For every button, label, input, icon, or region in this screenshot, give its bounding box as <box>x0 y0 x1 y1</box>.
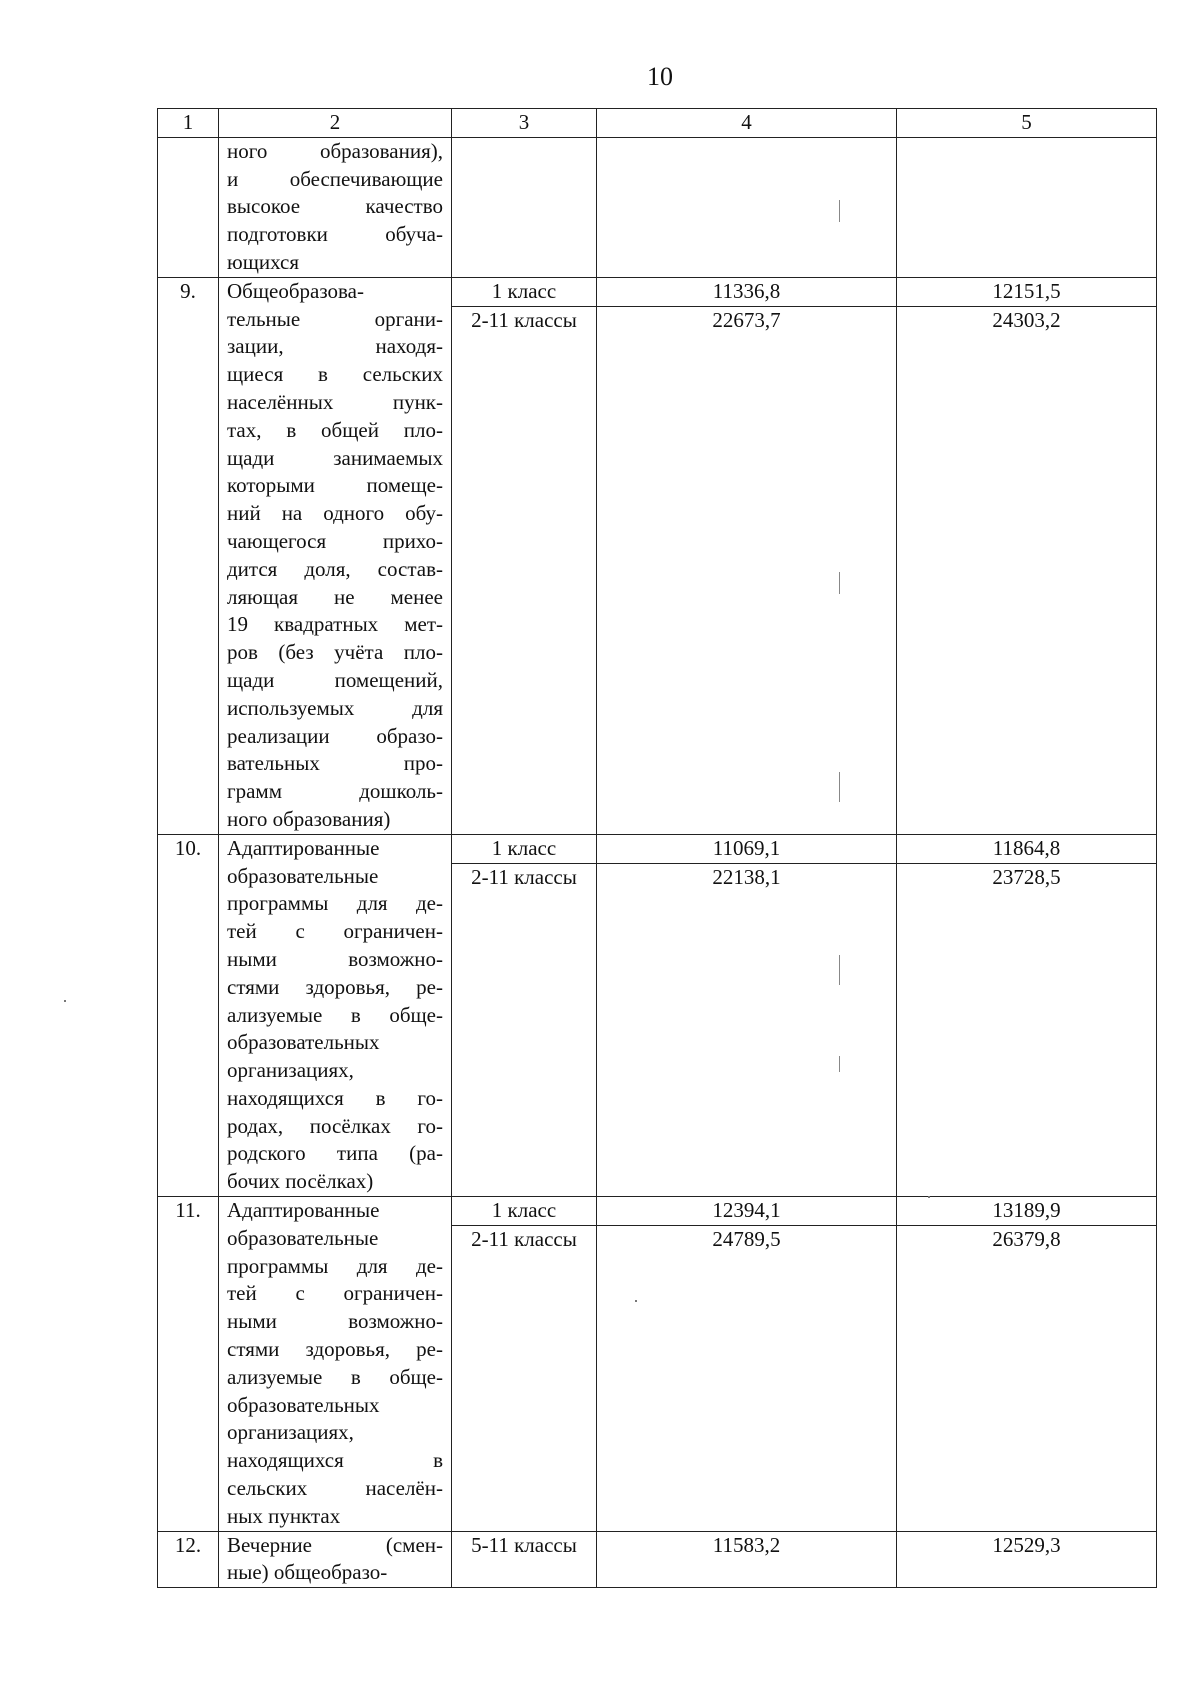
row-number: 11. <box>158 1197 219 1532</box>
description-line: Адаптированные <box>227 1198 380 1223</box>
row-description <box>219 834 452 1196</box>
class-cell: 1 класс <box>452 277 597 306</box>
description-line: тей с ограничен- <box>227 1281 443 1306</box>
value-col-4 <box>597 137 897 277</box>
description-line: населённых пунк- <box>227 389 443 414</box>
description-line: образовательных <box>227 1030 380 1055</box>
value-col-5: 12529,3 <box>897 1531 1157 1588</box>
table-row <box>158 137 1157 277</box>
header-col-1: 1 <box>158 109 219 138</box>
value-col-4: 11583,2 <box>597 1531 897 1588</box>
description-line: Вечерние (смен- <box>227 1532 443 1557</box>
value-col-4: 11336,8 <box>597 277 897 306</box>
description-line: организациях, <box>227 1420 354 1445</box>
header-col-5: 5 <box>897 109 1157 138</box>
description-line: высокое качество <box>227 194 443 219</box>
description-line: зации, находя- <box>227 334 443 359</box>
value-col-5: 23728,5 <box>897 863 1157 1197</box>
class-cell: 1 класс <box>452 1197 597 1226</box>
description-line: программы для де- <box>227 1253 443 1278</box>
scan-artifact <box>839 955 840 985</box>
description-line: чающегося прихо- <box>227 528 443 553</box>
header-col-3: 3 <box>452 109 597 138</box>
description-line: ного образования), <box>227 138 443 163</box>
description-line: ров (без учёта пло- <box>227 640 443 665</box>
value-col-5: 13189,9 <box>897 1197 1157 1226</box>
description-line: ализуемые в обще- <box>227 1002 443 1027</box>
description-line: стями здоровья, ре- <box>227 1337 443 1362</box>
row-number: 10. <box>158 834 219 1196</box>
tariff-table <box>157 108 1157 1588</box>
class-cell <box>452 137 597 277</box>
row-description <box>219 277 452 834</box>
row-description <box>219 137 452 277</box>
row-description <box>219 1197 452 1532</box>
value-col-5: 11864,8 <box>897 834 1157 863</box>
page-number: 10 <box>647 62 673 91</box>
value-col-4: 22673,7 <box>597 306 897 834</box>
description-line: Общеобразова- <box>227 278 364 303</box>
row-number <box>158 137 219 277</box>
row-number: 9. <box>158 277 219 834</box>
description-line: ляющая не менее <box>227 584 443 609</box>
scan-artifact <box>839 772 840 802</box>
table-row <box>158 1531 1157 1588</box>
class-cell: 2-11 классы <box>452 863 597 1197</box>
description-line: ализуемые в обще- <box>227 1364 443 1389</box>
description-line: программы для де- <box>227 891 443 916</box>
scan-artifact <box>839 572 840 594</box>
description-line: находящихся в <box>227 1448 443 1473</box>
description-line: щади занимаемых <box>227 445 443 470</box>
value-col-5: 26379,8 <box>897 1225 1157 1531</box>
description-line: ными возможно- <box>227 1309 443 1334</box>
row-number: 12. <box>158 1531 219 1588</box>
description-line: организациях, <box>227 1058 354 1083</box>
scan-artifact <box>839 200 840 222</box>
description-line: ний на одного обу- <box>227 501 443 526</box>
scan-dot <box>64 1000 66 1002</box>
description-line: образовательные <box>227 863 379 888</box>
description-line: ного образования) <box>227 806 391 831</box>
description-line: реализации образо- <box>227 723 443 748</box>
description-line: вательных про- <box>227 751 443 776</box>
description-line: тей с ограничен- <box>227 919 443 944</box>
value-col-4: 22138,1 <box>597 863 897 1197</box>
description-line: тельные органи- <box>227 306 443 331</box>
description-line: ными возможно- <box>227 946 443 971</box>
row-description <box>219 1531 452 1588</box>
header-col-2: 2 <box>219 109 452 138</box>
description-line: щиеся в сельских <box>227 362 443 387</box>
description-line: образовательные <box>227 1225 379 1250</box>
description-line: родского типа (ра- <box>227 1141 443 1166</box>
value-col-5: 24303,2 <box>897 306 1157 834</box>
table-row <box>158 834 1157 863</box>
description-line: образовательных <box>227 1392 380 1417</box>
description-line: родах, посёлках го- <box>227 1113 443 1138</box>
description-line: находящихся в го- <box>227 1085 443 1110</box>
description-line: используемых для <box>227 695 443 720</box>
description-line: которыми помеще- <box>227 473 443 498</box>
value-col-4: 11069,1 <box>597 834 897 863</box>
description-line: подготовки обуча- <box>227 222 443 247</box>
scan-dot <box>928 1196 930 1198</box>
description-line: сельских населён- <box>227 1476 443 1501</box>
description-line: ных пунктах <box>227 1503 341 1528</box>
description-line: ные) общеобразо- <box>227 1560 388 1585</box>
description-line: щади помещений, <box>227 667 443 692</box>
description-line: Адаптированные <box>227 835 380 860</box>
table-row <box>158 1197 1157 1226</box>
description-line: бочих посёлках) <box>227 1169 374 1194</box>
description-line: 19 квадратных мет- <box>227 612 443 637</box>
description-line: тах, в общей пло- <box>227 417 443 442</box>
class-cell: 1 класс <box>452 834 597 863</box>
header-col-4: 4 <box>597 109 897 138</box>
value-col-5: 12151,5 <box>897 277 1157 306</box>
class-cell: 2-11 классы <box>452 1225 597 1531</box>
description-line: и обеспечивающие <box>227 166 443 191</box>
value-col-4: 12394,1 <box>597 1197 897 1226</box>
value-col-5 <box>897 137 1157 277</box>
table-row <box>158 277 1157 306</box>
description-line: дится доля, состав- <box>227 556 443 581</box>
description-line: ющихся <box>227 249 299 274</box>
value-col-4: 24789,5 <box>597 1225 897 1531</box>
description-line: стями здоровья, ре- <box>227 974 443 999</box>
scan-artifact <box>839 1056 840 1072</box>
class-cell: 5-11 классы <box>452 1531 597 1588</box>
scan-dot <box>635 1300 637 1302</box>
class-cell: 2-11 классы <box>452 306 597 834</box>
header-row <box>158 109 1157 138</box>
description-line: грамм дошколь- <box>227 779 443 804</box>
